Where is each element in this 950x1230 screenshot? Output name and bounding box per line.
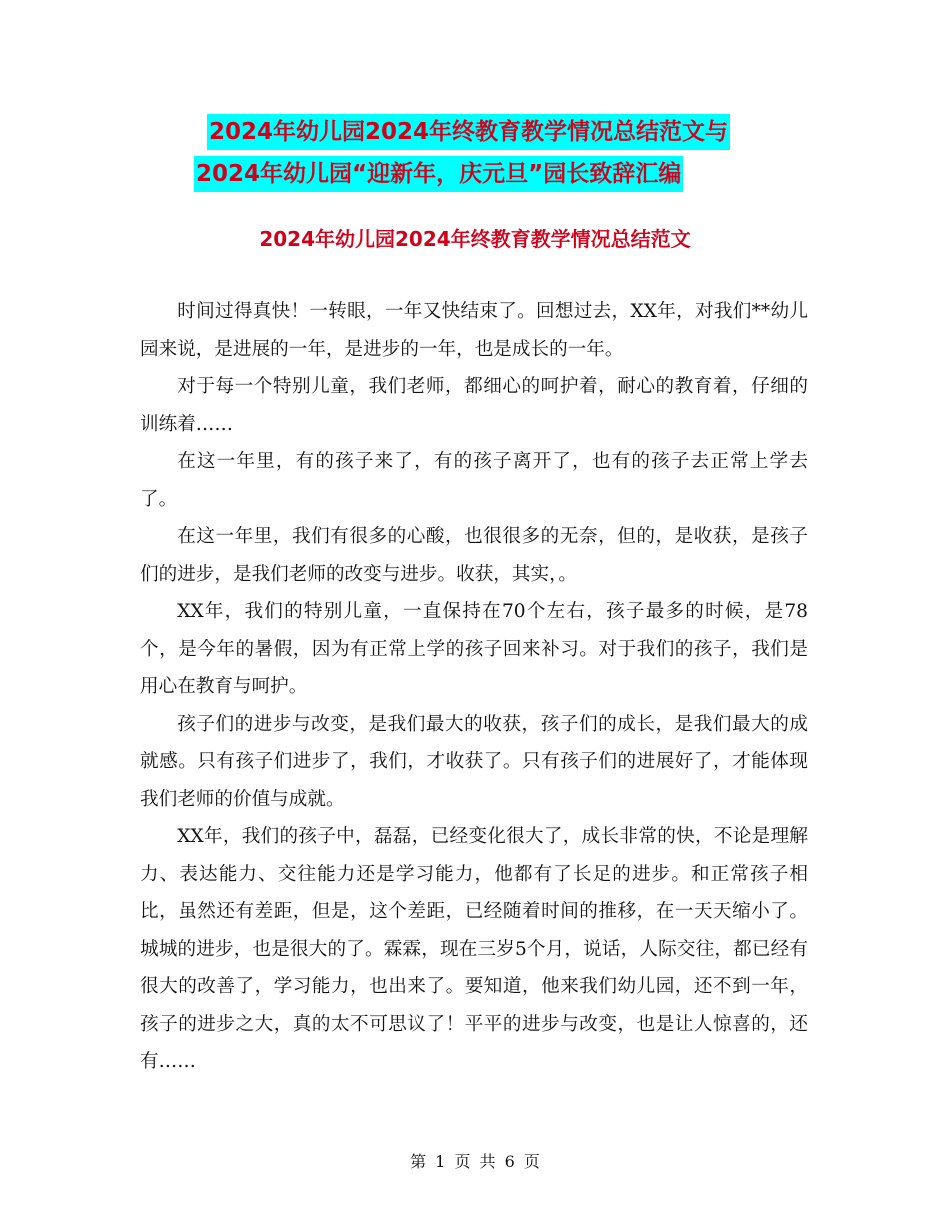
paragraph: 对于每一个特别儿童，我们老师，都细心的呵护着，耐心的教育着，仔细的训练着…… bbox=[140, 376, 808, 435]
title-line-2: 2024年幼儿园“迎新年，庆元旦”园长致辞汇编 bbox=[194, 156, 683, 192]
paragraph: XX年，我们的特别儿童，一直保持在70个左右，孩子最多的时候，是78个，是今年的暑假，因为有正常上学的孩子回来补习。对于我们的孩子，我们是用心在教育与呵护。 bbox=[140, 601, 808, 697]
paragraph: 在这一年里，我们有很多的心酸，也很很多的无奈，但的，是收获，是孩子们的进步，是我们老师的改变与进步。收获，其实，。 bbox=[140, 526, 808, 585]
document-body bbox=[140, 293, 808, 1081]
paragraph: 孩子们的进步与改变，是我们最大的收获，孩子们的成长，是我们最大的成就感。只有孩子们进步了，我们，才收获了。只有孩子们的进展好了，才能体现我们老师的价值与成就。 bbox=[140, 713, 808, 810]
paragraph: XX年，我们的孩子中，磊磊，已经变化很大了，成长非常的快，不论是理解力、表达能力、交往能力还是学习能力，他都有了长足的进步。和正常孩子相比，虽然还有差距，但是，这个差距，已经随着时间的推移，在一天天缩小了。城城的进步，也是很大的了。霖霖，现在三岁5个月，说话，人际交往，都已经有很大的改善了，学习能力，也出来了。要知道，他来我们幼儿园，还不到一年，孩子的进步之大，真的太不可思议了！平平的进步与改变，也是让人惊喜的，还有…… bbox=[140, 826, 808, 1072]
page-footer: 第 1 页 共 6 页 bbox=[410, 1152, 540, 1171]
title-line-1: 2024年幼儿园2024年终教育教学情况总结范文与 bbox=[207, 114, 730, 150]
paragraph: 时间过得真快！一转眼，一年又快结束了。回想过去，XX年，对我们**幼儿园来说，是进展的一年，是进步的一年，也是成长的一年。 bbox=[140, 301, 808, 360]
paragraph: 在这一年里，有的孩子来了，有的孩子离开了，也有的孩子去正常上学去了。 bbox=[140, 451, 808, 510]
section-title: 2024年幼儿园2024年终教育教学情况总结范文 bbox=[259, 227, 691, 251]
